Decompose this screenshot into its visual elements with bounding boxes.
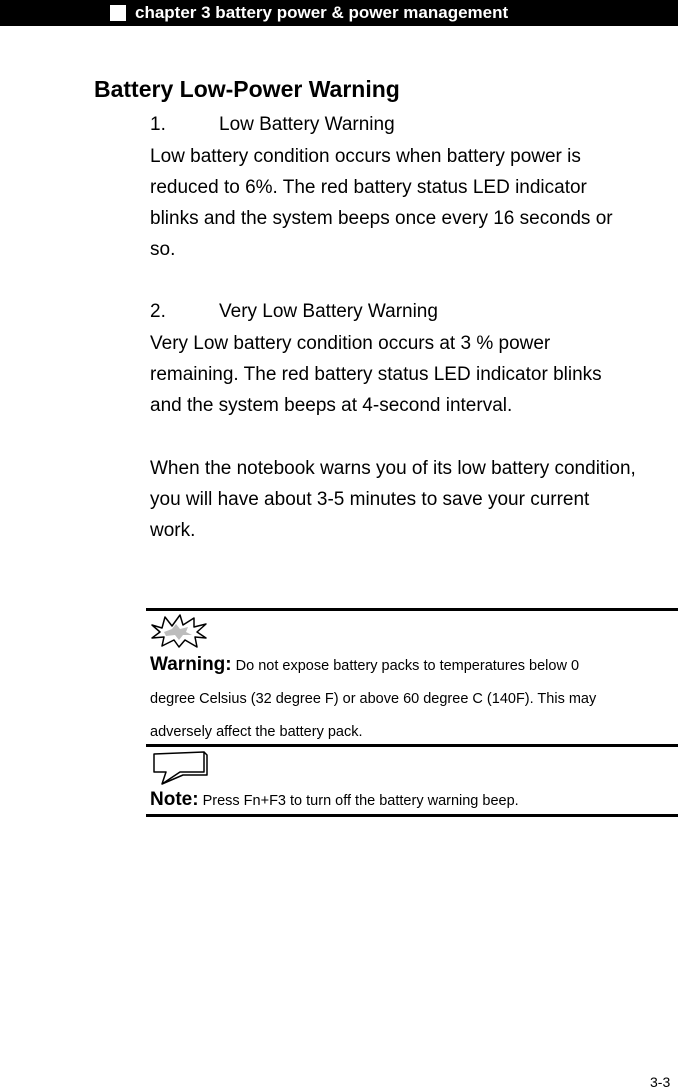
item-1-paragraph [150, 141, 678, 265]
note-text: Press Fn+F3 to turn off the battery warning beep. [202, 793, 519, 809]
paragraph-line: remaining. The red battery status LED indicator blinks [150, 364, 602, 385]
paragraph-line: When the notebook warns you of its low battery condition, [150, 458, 636, 479]
paragraph-line: Very Low battery condition occurs at 3 % power [150, 333, 551, 354]
chapter-header-bar [0, 0, 678, 26]
header-square-icon [110, 5, 126, 21]
item-1-heading: Low Battery Warning [219, 114, 395, 135]
chapter-title: chapter 3 battery power & power management [135, 3, 509, 22]
warning-top-rule [146, 608, 678, 611]
page-number: 3-3 [650, 1074, 671, 1090]
note-line [150, 789, 519, 811]
closing-paragraph [150, 453, 678, 546]
section-title: Battery Low-Power Warning [94, 76, 400, 102]
warning-text: Do not expose battery packs to temperatures below 0 [235, 658, 580, 674]
paragraph-line: work. [150, 520, 196, 541]
note-label: Note: [150, 789, 199, 810]
paragraph-line: blinks and the system beeps once every 16 seconds or [150, 208, 613, 229]
paragraph-line: reduced to 6%. The red battery status LED indicator [150, 177, 587, 198]
paragraph-line: Low battery condition occurs when battery power is [150, 146, 581, 167]
note-bottom-rule [146, 814, 678, 817]
warning-line-1 [150, 654, 579, 676]
warning-burst-icon [150, 614, 208, 648]
warning-bottom-rule [146, 744, 678, 747]
item-2-paragraph [150, 328, 678, 421]
item-1-heading-row [150, 114, 395, 136]
warning-line-2: degree Celsius (32 degree F) or above 60 degree C (140F). This may [150, 691, 597, 707]
item-2-heading-row [150, 301, 438, 323]
paragraph-line: you will have about 3-5 minutes to save your current [150, 489, 590, 510]
paragraph-line: so. [150, 239, 176, 260]
item-1-number: 1. [150, 114, 166, 135]
paragraph-line: and the system beeps at 4-second interval. [150, 395, 513, 416]
note-speech-bubble-icon [150, 750, 208, 786]
item-2-heading: Very Low Battery Warning [219, 301, 438, 322]
warning-line-3: adversely affect the battery pack. [150, 724, 363, 740]
item-2-number: 2. [150, 301, 166, 322]
warning-label: Warning: [150, 654, 232, 675]
